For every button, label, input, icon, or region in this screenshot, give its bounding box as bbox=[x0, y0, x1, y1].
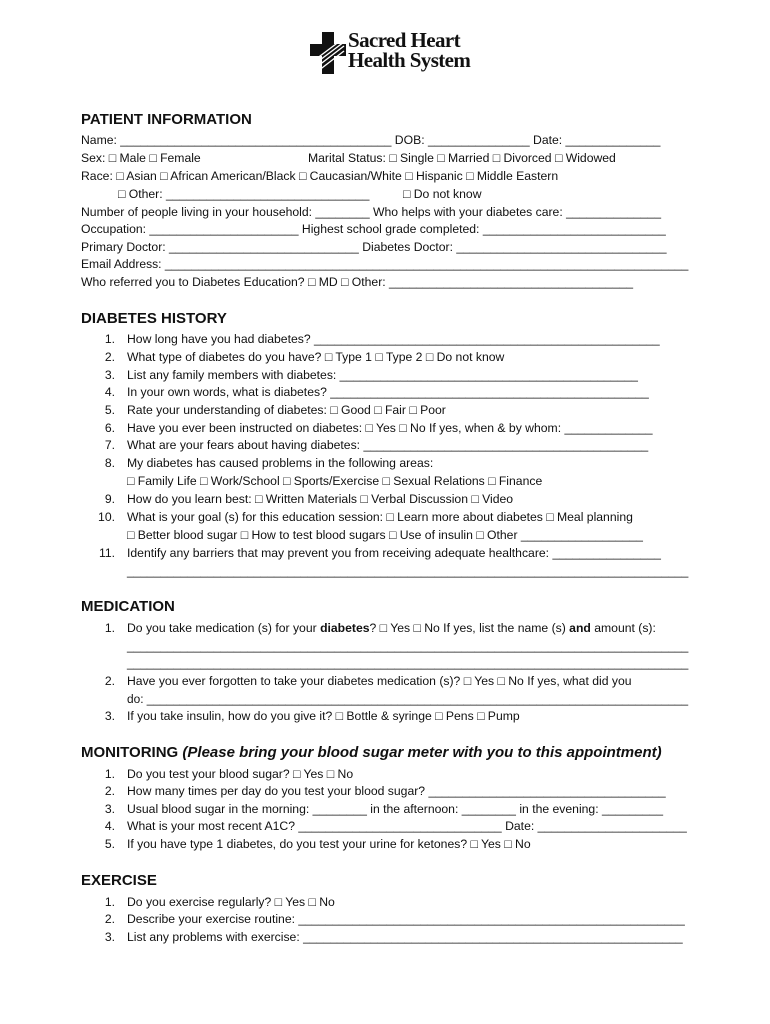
history-q11[interactable]: Identify any barriers that may prevent you from receiving adequate healthcare: ________________ bbox=[127, 546, 661, 560]
list-number: 2. bbox=[104, 674, 115, 688]
medication-q1[interactable] bbox=[127, 621, 656, 635]
medication-blank-1[interactable]: ____________________________________________________________________________________ bbox=[127, 639, 689, 653]
history-q10-options[interactable]: □ Better blood sugar □ How to test blood sugars □ Use of insulin □ Other __________________ bbox=[127, 528, 643, 542]
race-options[interactable]: Race: □ Asian □ African American/Black □ Caucasian/White □ Hispanic □ Middle Eastern bbox=[81, 169, 559, 183]
race-do-not-know[interactable]: □ Do not know bbox=[403, 187, 482, 201]
exercise-q2[interactable]: Describe your exercise routine: _________________________________________________________ bbox=[127, 912, 685, 926]
list-number: 7. bbox=[104, 438, 115, 452]
monitoring-q3[interactable]: Usual blood sugar in the morning: ________ in the afternoon: ________ in the evening: _________ bbox=[127, 802, 663, 816]
exercise-q1[interactable]: Do you exercise regularly? □ Yes □ No bbox=[127, 895, 335, 909]
exercise-q3[interactable]: List any problems with exercise: ________________________________________________________ bbox=[127, 930, 683, 944]
list-number: 3. bbox=[104, 368, 115, 382]
medication-heading: MEDICATION bbox=[81, 598, 175, 615]
monitoring-q4[interactable]: What is your most recent A1C? ______________________________ Date: ______________________ bbox=[127, 819, 687, 833]
logo-line-2: Health System bbox=[348, 48, 471, 72]
email-line[interactable]: Email Address: ______________________________________________________________________________ bbox=[81, 257, 689, 271]
race-other-field[interactable]: □ Other: ______________________________ bbox=[118, 187, 370, 201]
history-q9[interactable]: How do you learn best: □ Written Materials □ Verbal Discussion □ Video bbox=[127, 492, 514, 506]
history-q2[interactable]: What type of diabetes do you have? □ Type 1 □ Type 2 □ Do not know bbox=[127, 350, 505, 364]
list-number: 3. bbox=[104, 930, 115, 944]
medication-blank-2[interactable]: ____________________________________________________________________________________ bbox=[127, 656, 689, 670]
occupation-line[interactable]: Occupation: ______________________ Highest school grade completed: ___________________________ bbox=[81, 222, 666, 236]
history-q6[interactable]: Have you ever been instructed on diabetes: □ Yes □ No If yes, when & by whom: _____________ bbox=[127, 421, 653, 435]
history-q5[interactable]: Rate your understanding of diabetes: □ Good □ Fair □ Poor bbox=[127, 403, 446, 417]
history-q8: My diabetes has caused problems in the following areas: bbox=[127, 456, 434, 470]
monitoring-q2[interactable]: How many times per day do you test your blood sugar? ___________________________________ bbox=[127, 784, 666, 798]
medication-q1-tail: amount (s): bbox=[590, 621, 656, 635]
medication-q1-bold-and: and bbox=[569, 621, 591, 635]
list-number: 3. bbox=[104, 802, 115, 816]
history-q7[interactable]: What are your fears about having diabetes: __________________________________________ bbox=[127, 438, 649, 452]
history-q3[interactable]: List any family members with diabetes: ____________________________________________ bbox=[127, 368, 638, 382]
diabetes-history-heading: DIABETES HISTORY bbox=[81, 310, 227, 327]
list-number: 2. bbox=[104, 784, 115, 798]
cross-logo-icon bbox=[310, 32, 346, 74]
list-number: 11. bbox=[98, 546, 115, 560]
medication-q1-options[interactable]: ? □ Yes □ No If yes, list the name (s) bbox=[369, 621, 570, 635]
list-number: 8. bbox=[104, 456, 115, 470]
history-q11-blank[interactable]: ____________________________________________________________________________________ bbox=[127, 564, 689, 578]
list-number: 10. bbox=[98, 510, 115, 524]
list-number: 9. bbox=[104, 492, 115, 506]
patient-information-heading: PATIENT INFORMATION bbox=[81, 111, 252, 128]
list-number: 3. bbox=[104, 709, 115, 723]
medication-q1-bold-diabetes: diabetes bbox=[320, 621, 370, 635]
marital-status-options[interactable]: Marital Status: □ Single □ Married □ Divorced □ Widowed bbox=[308, 151, 616, 165]
sacred-heart-logo bbox=[310, 30, 500, 78]
monitoring-q1[interactable]: Do you test your blood sugar? □ Yes □ No bbox=[127, 767, 354, 781]
household-line[interactable]: Number of people living in your household: ________ Who helps with your diabetes care: ______________ bbox=[81, 205, 661, 219]
list-number: 2. bbox=[104, 350, 115, 364]
monitoring-heading bbox=[81, 744, 662, 761]
monitoring-q5[interactable]: If you have type 1 diabetes, do you test your urine for ketones? □ Yes □ No bbox=[127, 837, 531, 851]
list-number: 5. bbox=[104, 837, 115, 851]
history-q4[interactable]: In your own words, what is diabetes? _______________________________________________ bbox=[127, 385, 649, 399]
list-number: 1. bbox=[104, 895, 115, 909]
list-number: 6. bbox=[104, 421, 115, 435]
logo-line-1: Sacred Heart bbox=[348, 28, 460, 52]
medication-q2[interactable]: Have you ever forgotten to take your diabetes medication (s)? □ Yes □ No If yes, what did you bbox=[127, 674, 632, 688]
referral-line[interactable]: Who referred you to Diabetes Education? □ MD □ Other: ____________________________________ bbox=[81, 275, 634, 289]
history-q10[interactable]: What is your goal (s) for this education session: □ Learn more about diabetes □ Meal planning bbox=[127, 510, 633, 524]
list-number: 1. bbox=[104, 767, 115, 781]
name-dob-date-line[interactable]: Name: ________________________________________ DOB: _______________ Date: ______________ bbox=[81, 133, 661, 147]
list-number: 4. bbox=[104, 819, 115, 833]
list-number: 1. bbox=[104, 621, 115, 635]
medication-q2-blank[interactable]: do: __________________________________________________________________________________ bbox=[127, 692, 689, 706]
history-q8-options[interactable]: □ Family Life □ Work/School □ Sports/Exercise □ Sexual Relations □ Finance bbox=[127, 474, 543, 488]
sex-options[interactable]: Sex: □ Male □ Female bbox=[81, 151, 201, 165]
monitoring-note: (Please bring your blood sugar meter with you to this appointment) bbox=[182, 744, 662, 761]
monitoring-title: MONITORING bbox=[81, 744, 179, 761]
list-number: 4. bbox=[104, 385, 115, 399]
list-number: 5. bbox=[104, 403, 115, 417]
logo-text bbox=[348, 30, 470, 70]
list-number: 2. bbox=[104, 912, 115, 926]
history-q1[interactable]: How long have you had diabetes? ___________________________________________________ bbox=[127, 332, 660, 346]
list-number: 1. bbox=[104, 332, 115, 346]
exercise-heading: EXERCISE bbox=[81, 872, 157, 889]
medication-q3[interactable]: If you take insulin, how do you give it? □ Bottle & syringe □ Pens □ Pump bbox=[127, 709, 520, 723]
doctor-line[interactable]: Primary Doctor: ____________________________ Diabetes Doctor: _______________________________ bbox=[81, 240, 667, 254]
medication-q1-text: Do you take medication (s) for your bbox=[127, 621, 321, 635]
